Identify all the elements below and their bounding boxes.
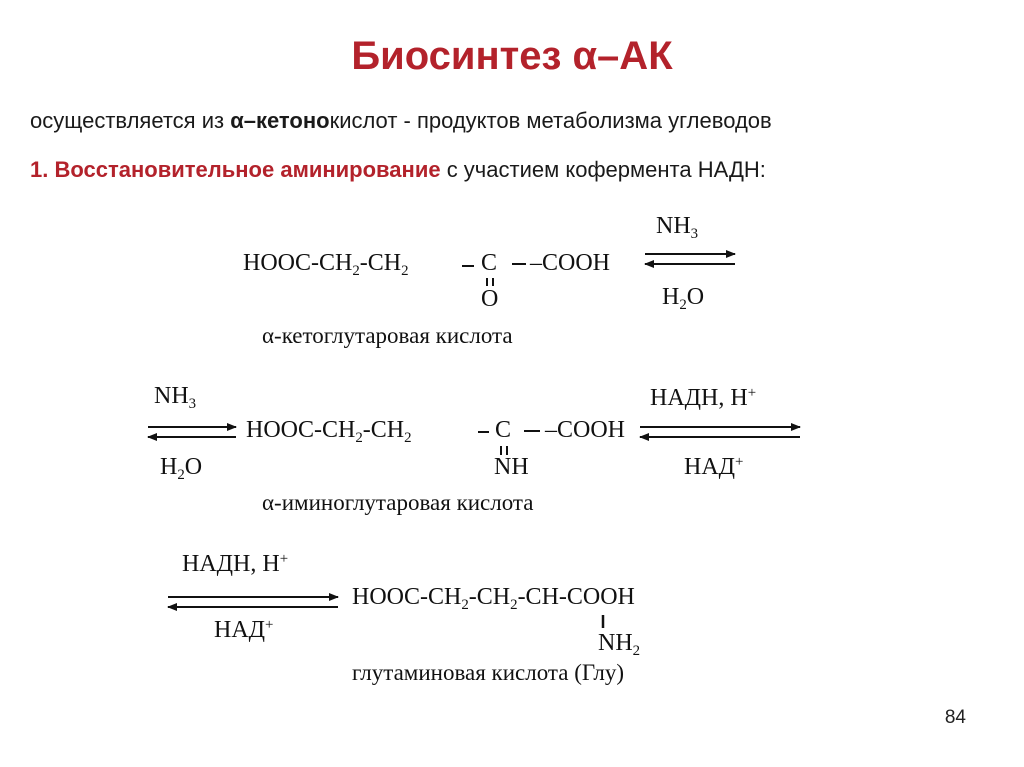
r1-carbon: C [481, 250, 498, 276]
r3-left-top: НАДН, Н+ [182, 551, 289, 578]
step1-rest: с участием кофермента НАДН: [440, 157, 766, 182]
r2-carbon: C [495, 417, 512, 443]
r1-cooh: –COOH [530, 250, 611, 276]
page-number: 84 [944, 707, 966, 728]
r2-reagent-top: $NH_3$ [154, 383, 197, 413]
r3-name: глутаминовая кислота (Глу) [352, 660, 625, 685]
r2-chain: HOOC-$CH_2-CH_2$ [246, 417, 412, 447]
r1-chain: HOOC-$CH_2-CH_2$ [243, 250, 409, 280]
r1-oxygen: O [481, 286, 499, 312]
step1-heading: 1. Восстановительное аминирование [30, 157, 441, 182]
r2-right-top: НАДН, Н+ [650, 385, 757, 412]
r2-name: α-иминоглутаровая кислота [262, 490, 534, 515]
intro-part2: кислот - продуктов метаболизма углеводов [329, 108, 772, 133]
r2-imine: NH [494, 454, 529, 480]
slide-title: Биосинтез α–АК [351, 34, 673, 78]
intro-bold: α–кетоно [230, 108, 330, 133]
r3-amine: $NH_2$ [598, 630, 641, 660]
r3-chain: HOOC-$CH_2-CH_2-CH$-COOH [352, 584, 635, 614]
r2-reagent-bottom: $H_2O$ [160, 454, 203, 484]
r1-reagent-bottom: $H_2O$ [662, 284, 705, 314]
r2-right-bottom: НАД+ [684, 454, 744, 481]
r3-left-bottom: НАД+ [214, 617, 274, 644]
intro-part1: осуществляется из [30, 108, 231, 133]
r1-name: α-кетоглутаровая кислота [262, 323, 513, 348]
r2-cooh: –COOH [545, 417, 626, 443]
r1-reagent-top: $NH_3$ [656, 213, 699, 243]
